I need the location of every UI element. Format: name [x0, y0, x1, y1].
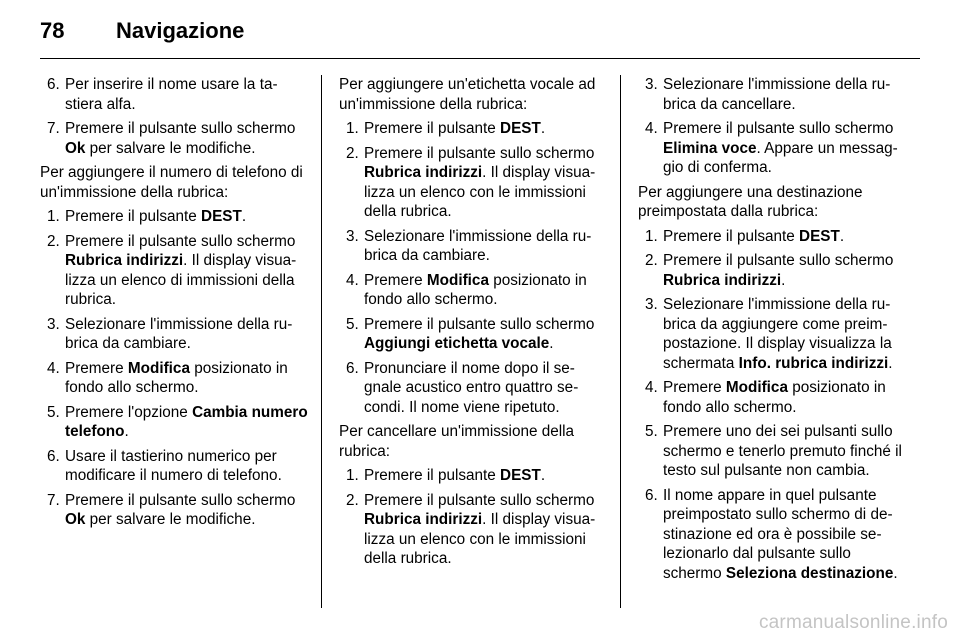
step-number: 3. [645, 296, 658, 313]
step-item: 4. Premere Modifica posizionato in fondo allo schermo. [346, 271, 587, 308]
step-number: 6. [47, 76, 60, 93]
step-item: 2. Premere il pulsante sullo schermo Rubrica indirizzi. Il display visua-lizza un elenco di immissioni della rubrica. [47, 232, 297, 308]
header-divider [40, 58, 920, 59]
step-number: 6. [47, 447, 60, 465]
ui-label: Seleziona destinazione [725, 564, 894, 582]
ui-label: Rubrica indirizzi [364, 511, 483, 528]
step-text: Premere uno dei sei pulsanti sullo schermo e tenerlo premuto finché il testo sul pulsante non cambia. [663, 423, 902, 479]
ui-label: DEST [201, 208, 242, 225]
column-2 [339, 75, 607, 574]
ui-label: Ok [65, 139, 86, 157]
ui-label: Info. rubrica indirizzi [738, 354, 889, 372]
step-list [339, 119, 607, 417]
step-number: 1. [346, 467, 359, 484]
ui-label: Elimina voce [663, 139, 757, 157]
column-3 [638, 75, 906, 588]
step-text: Usare il tastierino numerico per modificare il numero di telefono. [65, 447, 282, 484]
step-number: 3. [346, 227, 359, 245]
step-item: 1. Premere il pulsante DEST. [645, 227, 845, 245]
step-number: 6. [346, 359, 359, 377]
page-number: 78 [40, 18, 65, 43]
step-item [40, 75, 308, 114]
paragraph: Per aggiungere il numero di telefono di un'immissione della rubrica: [40, 164, 303, 201]
step-number: 5. [346, 315, 359, 333]
step-list [638, 227, 906, 584]
watermark: carmanualsonline.info [758, 612, 948, 633]
ui-label: Ok [65, 511, 86, 528]
step-number: 4. [47, 359, 60, 377]
ui-label: Rubrica indirizzi [65, 252, 184, 269]
step-list [40, 75, 308, 158]
step-item [638, 75, 906, 114]
step-text: Selezionare l'immissione della ru-brica da cambiare. [364, 227, 592, 264]
column-divider [321, 75, 322, 608]
ui-label: DEST [500, 467, 541, 484]
step-number: 4. [645, 120, 658, 137]
page-title: Navigazione [116, 18, 245, 43]
column-divider [620, 75, 621, 608]
step-number: 2. [47, 232, 60, 250]
ui-label: Rubrica indirizzi [663, 271, 782, 289]
ui-label: Modifica [725, 379, 788, 396]
ui-label: Aggiungi etichetta vocale [364, 335, 550, 352]
paragraph: Per cancellare un'immissione della rubrica: [339, 423, 575, 460]
step-number: 2. [346, 491, 359, 509]
step-item [339, 227, 607, 266]
paragraph: Per aggiungere una destinazione preimpostata dalla rubrica: [638, 183, 863, 220]
step-item: 7. Premere il pulsante sullo schermo Ok per salvare le modifiche. [47, 491, 296, 528]
ui-label: Modifica [426, 271, 489, 289]
step-number: 5. [645, 423, 658, 440]
step-number: 1. [346, 120, 359, 137]
step-item: 4. Premere Modifica posizionato in fondo allo schermo. [645, 379, 886, 416]
step-item: 7. Premere il pulsante sullo schermo Ok per salvare le modifiche. [47, 120, 296, 157]
ui-label: DEST [799, 227, 840, 245]
step-item [638, 422, 906, 481]
page-header [0, 0, 960, 60]
step-item: 4. Premere il pulsante sullo schermo Elimina voce. Appare un messag-gio di conferma. [645, 120, 898, 176]
step-item [40, 447, 308, 486]
step-number: 4. [645, 379, 658, 396]
step-number: 4. [346, 271, 359, 289]
step-text: Selezionare l'immissione della ru-brica da cancellare. [663, 76, 891, 113]
step-text: Pronunciare il nome dopo il se-gnale acustico entro quattro se-condi. Il nome viene ripetuto. [364, 359, 579, 416]
step-item: 3. Selezionare l'immissione della ru-brica da aggiungere come preim-postazione. Il display visualizza la schermata Info. rubrica indirizzi. [645, 296, 893, 372]
step-item [339, 359, 607, 418]
ui-label: DEST [500, 120, 541, 137]
ui-label: Rubrica indirizzi [364, 164, 483, 181]
step-item: 6. Il nome appare in quel pulsante preimpostato sullo schermo di de-stinazione ed ora è possibile se-lezionarlo dal pulsante sullo schermo Seleziona destinazione. [645, 486, 898, 582]
step-number: 1. [645, 227, 658, 245]
paragraph: Per aggiungere un'etichetta vocale ad un'immissione della rubrica: [339, 76, 596, 113]
column-1 [40, 75, 308, 535]
step-number: 7. [47, 491, 60, 509]
step-item: 1. Premere il pulsante DEST. [346, 467, 546, 484]
step-text: Selezionare l'immissione della ru-brica da cambiare. [65, 315, 293, 352]
step-list [638, 75, 906, 178]
step-item: 4. Premere Modifica posizionato in fondo allo schermo. [47, 359, 288, 396]
step-number: 7. [47, 120, 60, 137]
ui-label: Modifica [127, 359, 190, 377]
step-number: 2. [645, 252, 658, 269]
step-number: 6. [645, 486, 658, 504]
step-item: 5. Premere l'opzione Cambia numero telefono. [47, 403, 308, 440]
step-number: 5. [47, 403, 60, 421]
step-text: Per inserire il nome usare la ta- stiera alfa. [65, 76, 278, 113]
step-item: 2. Premere il pulsante sullo schermo Rubrica indirizzi. Il display visua-lizza un elenco con le immissioni della rubrica. [346, 491, 596, 567]
step-number: 3. [645, 76, 658, 93]
step-item: 5. Premere il pulsante sullo schermo Aggiungi etichetta vocale. [346, 315, 595, 352]
step-list [40, 207, 308, 530]
step-item: 2. Premere il pulsante sullo schermo Rubrica indirizzi. [645, 252, 894, 289]
step-item: 2. Premere il pulsante sullo schermo Rubrica indirizzi. Il display visua-lizza un elenco con le immissioni della rubrica. [346, 144, 596, 220]
step-item: 1. Premere il pulsante DEST. [346, 120, 546, 137]
step-item: 1. Premere il pulsante DEST. [47, 208, 247, 225]
step-number: 3. [47, 315, 60, 333]
step-item [40, 315, 308, 354]
step-list [339, 466, 607, 569]
step-number: 2. [346, 144, 359, 162]
ui-label: Cambia numero telefono [65, 403, 308, 440]
step-number: 1. [47, 208, 60, 225]
